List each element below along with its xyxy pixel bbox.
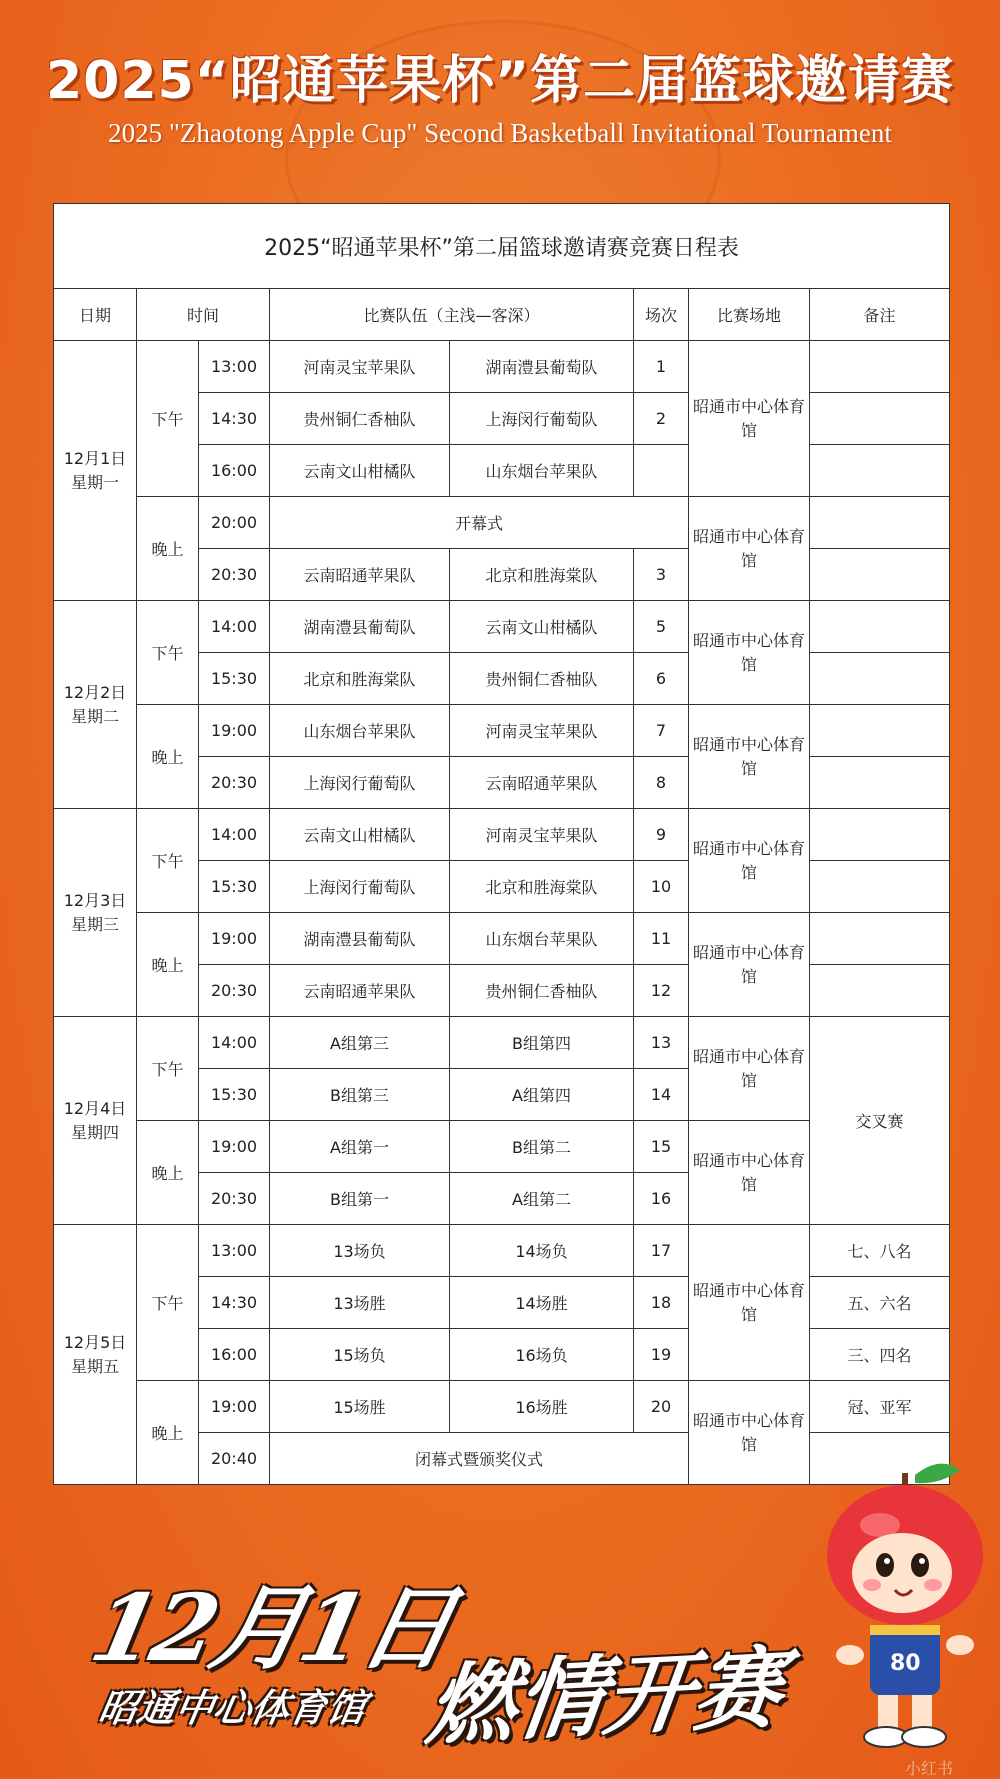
venue-cell: 昭通市中心体育馆 (689, 1225, 810, 1381)
header-match: 场次 (634, 289, 689, 341)
match-number: 12 (634, 965, 689, 1017)
time-cell: 14:30 (199, 393, 270, 445)
match-number: 1 (634, 341, 689, 393)
header-venue: 比赛场地 (689, 289, 810, 341)
note-cell (810, 341, 950, 393)
time-cell: 15:30 (199, 653, 270, 705)
away-team: 北京和胜海棠队 (450, 861, 634, 913)
away-team: 山东烟台苹果队 (450, 913, 634, 965)
match-number: 2 (634, 393, 689, 445)
home-team: 15场负 (270, 1329, 450, 1381)
day-date: 12月5日 (63, 1332, 127, 1352)
home-team: 上海闵行葡萄队 (270, 861, 450, 913)
time-cell: 19:00 (199, 913, 270, 965)
home-team: 13场胜 (270, 1277, 450, 1329)
schedule-title-row (54, 204, 950, 289)
header-note: 备注 (810, 289, 950, 341)
home-team: 15场胜 (270, 1381, 450, 1433)
event-cell: 开幕式 (270, 497, 689, 549)
time-cell: 14:00 (199, 1017, 270, 1069)
period-evening: 晚上 (137, 913, 199, 1017)
table-row (54, 913, 950, 965)
note-cell (810, 445, 950, 497)
away-team: 14场胜 (450, 1277, 634, 1329)
time-cell: 20:30 (199, 757, 270, 809)
away-team: 贵州铜仁香柚队 (450, 653, 634, 705)
match-number: 10 (634, 861, 689, 913)
table-row (54, 497, 950, 549)
day-cell (54, 809, 137, 1017)
match-number: 17 (634, 1225, 689, 1277)
venue-cell: 昭通市中心体育馆 (689, 601, 810, 705)
corner-watermark: 小红书 (905, 1759, 954, 1778)
table-row (54, 809, 950, 861)
note-cell (810, 965, 950, 1017)
header-row (54, 289, 950, 341)
day-cell (54, 1017, 137, 1225)
note-cell: 交叉赛 (810, 1017, 950, 1225)
time-cell: 19:00 (199, 705, 270, 757)
slogan-venue: 昭通中心体育馆 (95, 1686, 370, 1730)
day-weekday: 星期四 (70, 1122, 119, 1142)
away-team: 14场负 (450, 1225, 634, 1277)
home-team: 贵州铜仁香柚队 (270, 393, 450, 445)
away-team: 河南灵宝苹果队 (450, 705, 634, 757)
period-evening: 晚上 (137, 1121, 199, 1225)
away-team: B组第二 (450, 1121, 634, 1173)
home-team: 湖南澧县葡萄队 (270, 601, 450, 653)
note-cell (810, 809, 950, 861)
match-number: 19 (634, 1329, 689, 1381)
jersey-number: 80 (890, 1651, 921, 1676)
period-evening: 晚上 (137, 497, 199, 601)
venue-cell: 昭通市中心体育馆 (689, 1121, 810, 1225)
note-cell (810, 913, 950, 965)
home-team: 上海闵行葡萄队 (270, 757, 450, 809)
venue-cell: 昭通市中心体育馆 (689, 809, 810, 913)
venue-cell: 昭通市中心体育馆 (689, 1381, 810, 1485)
event-cell: 闭幕式暨颁奖仪式 (270, 1433, 689, 1485)
match-number: 13 (634, 1017, 689, 1069)
time-cell: 16:00 (199, 445, 270, 497)
table-row (54, 1017, 950, 1069)
day-cell (54, 601, 137, 809)
day-cell (54, 1225, 137, 1485)
time-cell: 19:00 (199, 1121, 270, 1173)
page-title: 2025“昭通苹果杯”第二届篮球邀请赛 (45, 51, 955, 111)
day-date: 12月3日 (63, 890, 127, 910)
time-cell: 15:30 (199, 861, 270, 913)
day-weekday: 星期一 (70, 472, 119, 492)
table-row (54, 705, 950, 757)
away-team: B组第四 (450, 1017, 634, 1069)
match-number: 9 (634, 809, 689, 861)
note-cell (810, 705, 950, 757)
header-time: 时间 (137, 289, 270, 341)
match-number (634, 445, 689, 497)
table-row (54, 1225, 950, 1277)
time-cell: 14:00 (199, 601, 270, 653)
home-team: 13场负 (270, 1225, 450, 1277)
note-cell: 三、四名 (810, 1329, 950, 1381)
period-afternoon: 下午 (137, 601, 199, 705)
table-row (54, 341, 950, 393)
period-evening: 晚上 (137, 705, 199, 809)
period-afternoon: 下午 (137, 341, 199, 497)
away-team: 16场负 (450, 1329, 634, 1381)
period-afternoon: 下午 (137, 1017, 199, 1121)
venue-cell: 昭通市中心体育馆 (689, 705, 810, 809)
note-cell (810, 861, 950, 913)
match-number: 8 (634, 757, 689, 809)
away-team: 山东烟台苹果队 (450, 445, 634, 497)
home-team: 云南文山柑橘队 (270, 445, 450, 497)
table-row (54, 601, 950, 653)
day-weekday: 星期二 (70, 706, 119, 726)
table-row (54, 1381, 950, 1433)
time-cell: 13:00 (199, 341, 270, 393)
schedule-title: 2025“昭通苹果杯”第二届篮球邀请赛竞赛日程表 (54, 204, 950, 289)
match-number: 15 (634, 1121, 689, 1173)
match-number: 6 (634, 653, 689, 705)
home-team: 云南昭通苹果队 (270, 965, 450, 1017)
match-number: 20 (634, 1381, 689, 1433)
venue-cell: 昭通市中心体育馆 (689, 913, 810, 1017)
note-cell: 冠、亚军 (810, 1381, 950, 1433)
away-team: 河南灵宝苹果队 (450, 809, 634, 861)
match-number: 14 (634, 1069, 689, 1121)
time-cell: 20:00 (199, 497, 270, 549)
venue-cell: 昭通市中心体育馆 (689, 497, 810, 601)
period-afternoon: 下午 (137, 1225, 199, 1381)
day-cell (54, 341, 137, 601)
match-number: 5 (634, 601, 689, 653)
time-cell: 20:30 (199, 965, 270, 1017)
home-team: 河南灵宝苹果队 (270, 341, 450, 393)
match-number: 3 (634, 549, 689, 601)
away-team: 云南文山柑橘队 (450, 601, 634, 653)
note-cell (810, 601, 950, 653)
schedule-table (53, 203, 950, 1485)
day-weekday: 星期三 (70, 914, 119, 934)
slogan-passion: 燃情开赛 (421, 1635, 789, 1758)
header-teams: 比赛队伍（主浅—客深） (270, 289, 634, 341)
away-team: 北京和胜海棠队 (450, 549, 634, 601)
venue-cell: 昭通市中心体育馆 (689, 1017, 810, 1121)
note-cell: 七、八名 (810, 1225, 950, 1277)
away-team: A组第二 (450, 1173, 634, 1225)
time-cell: 20:30 (199, 549, 270, 601)
home-team: A组第三 (270, 1017, 450, 1069)
home-team: B组第一 (270, 1173, 450, 1225)
header-date: 日期 (54, 289, 137, 341)
note-cell (810, 653, 950, 705)
note-cell (810, 757, 950, 809)
note-cell (810, 497, 950, 549)
home-team: A组第一 (270, 1121, 450, 1173)
note-cell: 五、六名 (810, 1277, 950, 1329)
home-team: 云南昭通苹果队 (270, 549, 450, 601)
time-cell: 14:30 (199, 1277, 270, 1329)
note-cell (810, 549, 950, 601)
away-team: 云南昭通苹果队 (450, 757, 634, 809)
home-team: B组第三 (270, 1069, 450, 1121)
time-cell: 20:40 (199, 1433, 270, 1485)
slogan-date: 12月1日 (82, 1574, 462, 1682)
match-number: 16 (634, 1173, 689, 1225)
time-cell: 20:30 (199, 1173, 270, 1225)
away-team: 贵州铜仁香柚队 (450, 965, 634, 1017)
match-number: 18 (634, 1277, 689, 1329)
home-team: 山东烟台苹果队 (270, 705, 450, 757)
period-evening: 晚上 (137, 1381, 199, 1485)
match-number: 11 (634, 913, 689, 965)
note-cell (810, 393, 950, 445)
time-cell: 16:00 (199, 1329, 270, 1381)
time-cell: 14:00 (199, 809, 270, 861)
away-team: 16场胜 (450, 1381, 634, 1433)
apple-mascot-icon (820, 1455, 990, 1755)
match-number: 7 (634, 705, 689, 757)
day-date: 12月4日 (63, 1098, 127, 1118)
home-team: 北京和胜海棠队 (270, 653, 450, 705)
slogan-block (70, 1535, 890, 1758)
page-subtitle: 2025 "Zhaotong Apple Cup" Second Basketball Invitational Tournament (108, 118, 892, 148)
day-date: 12月2日 (63, 682, 127, 702)
time-cell: 13:00 (199, 1225, 270, 1277)
away-team: A组第四 (450, 1069, 634, 1121)
period-afternoon: 下午 (137, 809, 199, 913)
time-cell: 19:00 (199, 1381, 270, 1433)
venue-cell: 昭通市中心体育馆 (689, 341, 810, 497)
home-team: 云南文山柑橘队 (270, 809, 450, 861)
day-weekday: 星期五 (70, 1356, 119, 1376)
away-team: 上海闵行葡萄队 (450, 393, 634, 445)
day-date: 12月1日 (63, 448, 127, 468)
time-cell: 15:30 (199, 1069, 270, 1121)
away-team: 湖南澧县葡萄队 (450, 341, 634, 393)
home-team: 湖南澧县葡萄队 (270, 913, 450, 965)
